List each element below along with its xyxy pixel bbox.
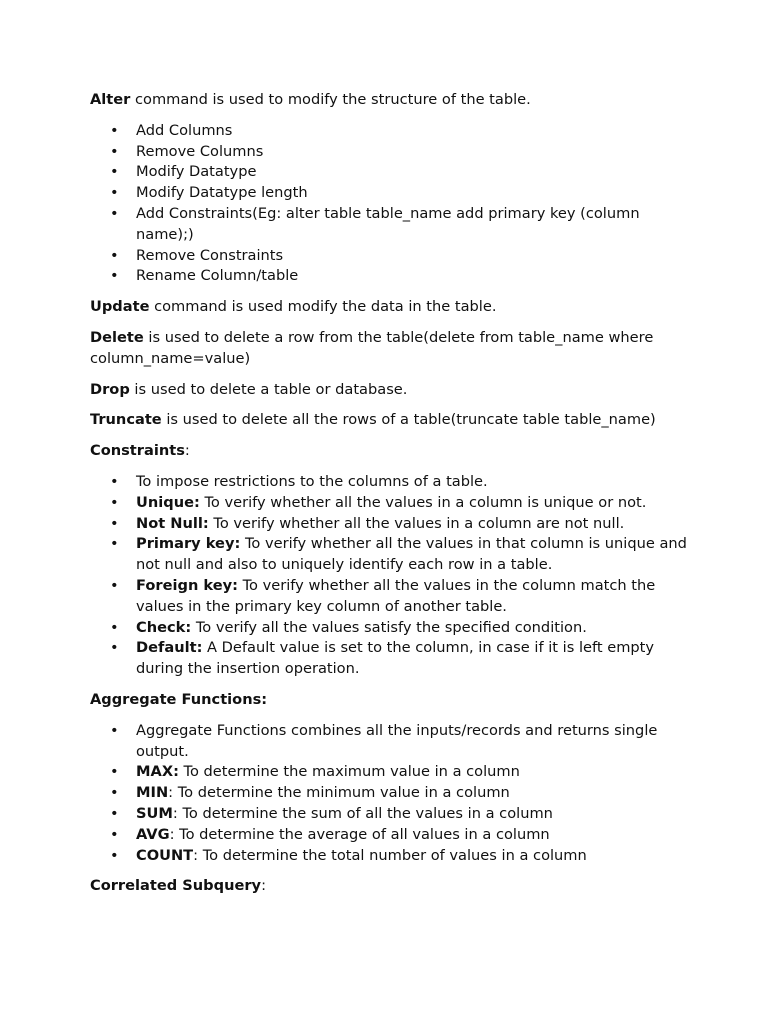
constraints-list xyxy=(90,472,690,680)
list-item-text: : To determine the average of all values in a column xyxy=(169,825,550,843)
list-item xyxy=(90,804,690,825)
list-item xyxy=(90,825,690,846)
aggregate-heading xyxy=(90,690,690,711)
list-item-text: To verify whether all the values in the column match the values in the primary key column of another table. xyxy=(136,576,656,615)
list-item-text: : To determine the total number of values in a column xyxy=(193,846,587,864)
list-item-text: Rename Column/table xyxy=(136,267,299,285)
drop-text: is used to delete a table or database. xyxy=(129,380,408,398)
list-item-text: : To determine the minimum value in a column xyxy=(168,784,510,802)
list-item-text: A Default value is set to the column, in case if it is left empty during the insertion operation. xyxy=(136,639,655,678)
truncate-paragraph xyxy=(90,410,690,431)
list-item-text: To verify all the values satisfy the specified condition. xyxy=(191,618,587,636)
bullet-icon: • xyxy=(110,142,119,160)
list-item-term: Foreign key: xyxy=(136,576,238,594)
list-item-text: To determine the maximum value in a column xyxy=(178,763,520,781)
list-item xyxy=(90,493,690,514)
list-item-text: : To determine the sum of all the values in a column xyxy=(172,804,553,822)
aggregate-list xyxy=(90,721,690,867)
list-item xyxy=(90,846,690,867)
list-item-text: Remove Constraints xyxy=(136,246,284,264)
bullet-icon: • xyxy=(110,618,119,636)
update-term: Update xyxy=(90,298,150,316)
constraints-heading-term: Constraints xyxy=(90,442,185,460)
bullet-icon: • xyxy=(110,184,119,202)
list-item xyxy=(90,183,690,204)
list-item xyxy=(90,472,690,493)
drop-paragraph xyxy=(90,380,690,401)
delete-text: is used to delete a row from the table(delete from table_name where column_name=value) xyxy=(90,328,654,367)
alter-text: command is used to modify the structure of the table. xyxy=(130,91,531,108)
list-item xyxy=(90,514,690,535)
list-item xyxy=(90,783,690,804)
list-item xyxy=(90,246,690,267)
aggregate-heading-term: Aggregate Functions: xyxy=(90,690,268,708)
list-item-text: Modify Datatype xyxy=(136,163,257,181)
bullet-icon: • xyxy=(110,639,119,657)
bullet-icon: • xyxy=(110,535,119,553)
list-item xyxy=(90,534,690,576)
list-item xyxy=(90,162,690,183)
list-item xyxy=(90,762,690,783)
list-item-text: Add Constraints(Eg: alter table table_name add primary key (column name);) xyxy=(136,204,640,243)
bullet-icon: • xyxy=(110,784,119,802)
list-item-text: To verify whether all the values in a column are not null. xyxy=(208,514,625,532)
constraints-heading xyxy=(90,441,690,462)
list-item xyxy=(90,638,690,680)
list-item xyxy=(90,618,690,639)
correlated-heading-suffix: : xyxy=(261,877,266,895)
list-item-term: MIN xyxy=(136,784,169,802)
list-item xyxy=(90,142,690,163)
bullet-icon: • xyxy=(110,163,119,181)
bullet-icon: • xyxy=(110,804,119,822)
list-item-text: To verify whether all the values in a column is unique or not. xyxy=(199,493,647,511)
list-item-term: SUM xyxy=(136,804,173,822)
list-item-term: Primary key: xyxy=(136,535,241,553)
list-item-text: Remove Columns xyxy=(136,142,264,160)
correlated-heading-term: Correlated Subquery xyxy=(90,877,262,895)
list-item-term: AVG xyxy=(136,825,170,843)
bullet-icon: • xyxy=(110,514,119,532)
bullet-icon: • xyxy=(110,493,119,511)
bullet-icon: • xyxy=(110,846,119,864)
list-item-term: Unique: xyxy=(136,493,200,511)
bullet-icon: • xyxy=(110,204,119,222)
truncate-text: is used to delete all the rows of a table(truncate table table_name) xyxy=(161,411,656,429)
list-item-term: MAX: xyxy=(136,763,179,781)
truncate-term: Truncate xyxy=(90,411,162,429)
bullet-icon: • xyxy=(110,825,119,843)
bullet-icon: • xyxy=(110,246,119,264)
list-item xyxy=(90,721,690,763)
alter-list xyxy=(90,121,690,287)
alter-paragraph xyxy=(90,90,690,111)
list-item xyxy=(90,121,690,142)
alter-term: Alter xyxy=(90,91,131,108)
bullet-icon: • xyxy=(110,267,119,285)
correlated-heading xyxy=(90,876,690,897)
list-item xyxy=(90,204,690,246)
bullet-icon: • xyxy=(110,763,119,781)
bullet-icon: • xyxy=(110,576,119,594)
list-item xyxy=(90,576,690,618)
update-text: command is used modify the data in the table. xyxy=(149,298,497,316)
bullet-icon: • xyxy=(110,121,119,139)
drop-term: Drop xyxy=(90,380,130,398)
bullet-icon: • xyxy=(110,721,119,739)
list-item xyxy=(90,266,690,287)
document-body xyxy=(90,90,690,907)
list-item-term: Not Null: xyxy=(136,514,209,532)
delete-term: Delete xyxy=(90,328,144,346)
list-item-term: Default: xyxy=(136,639,203,657)
list-item-text: To impose restrictions to the columns of a table. xyxy=(136,472,488,490)
update-paragraph xyxy=(90,297,690,318)
constraints-heading-suffix: : xyxy=(184,442,190,460)
list-item-text: To verify whether all the values in that column is unique and not null and also to uniquely identify each row in a table. xyxy=(136,535,687,574)
list-item-term: Check: xyxy=(136,618,192,636)
list-item-term: COUNT xyxy=(136,846,194,864)
delete-paragraph xyxy=(90,328,690,370)
bullet-icon: • xyxy=(110,472,119,490)
list-item-text: Add Columns xyxy=(136,121,233,139)
list-item-text: Modify Datatype length xyxy=(136,184,308,202)
list-item-text: Aggregate Functions combines all the inputs/records and returns single output. xyxy=(136,721,658,760)
